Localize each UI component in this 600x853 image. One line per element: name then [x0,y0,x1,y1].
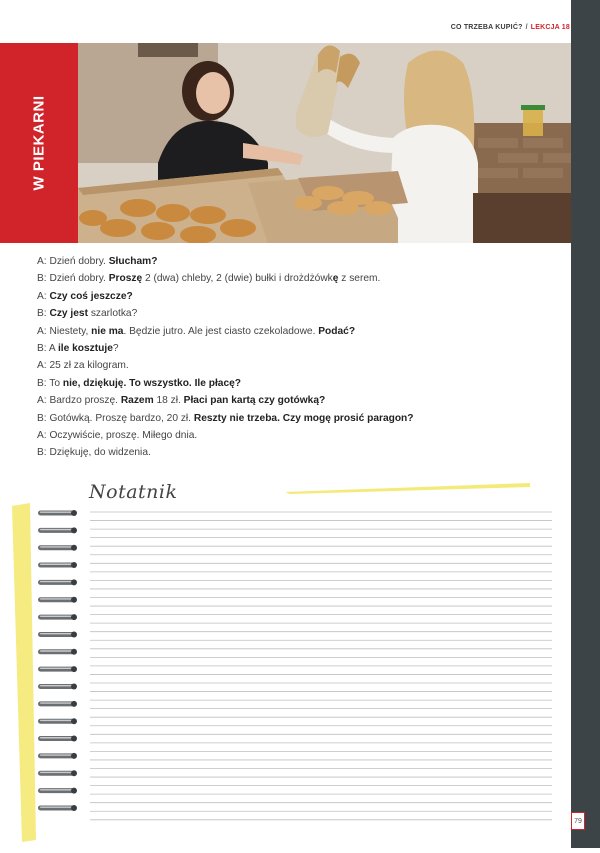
spiral-ring-icon [38,545,77,551]
dialog-phrase-bold: Czy jest [49,308,88,320]
dialog-phrase-bold: nie ma [91,325,124,337]
spiral-ring-icon [38,579,77,585]
spiral-ring-icon [38,701,77,707]
dialog-text: A: Niestety, [37,325,92,337]
dialog-text: A: 25 zł za kilogram. [37,360,129,372]
dialog-phrase-bold: Razem [120,395,154,407]
spiral-ring-icon [38,736,77,742]
dialog-phrase-bold: ę [332,273,339,285]
header-section: CO TRZEBA KUPIĆ? [450,24,523,31]
dialog-phrase-bold: Słucham? [108,256,158,267]
dialog-phrase-bold: nie, dziękuję. To wszystko. Ile płacę? [62,377,242,389]
dialog-text: B: To [37,377,63,389]
dialog-text: . Będzie jutro. Ale jest ciasto czekoladowe. [123,325,319,337]
spiral-ring-icon [38,649,77,655]
dialog-text: z serem. [338,273,381,285]
page-number: 79 [571,812,585,830]
spiral-ring-icon [38,562,77,568]
dialog-text: A: [37,290,50,302]
dialog-phrase-bold: Reszty nie trzeba. Czy mogę prosić paragon? [193,412,414,424]
spiral-ring-icon [38,631,77,637]
spiral-ring-icon [38,510,77,516]
banner-title: W PIEKARNI [30,95,48,191]
header-lesson: LEKCJA 18 [530,24,570,31]
spiral-ring-icon [38,597,77,603]
spiral-ring-icon [38,788,77,794]
spiral-ring-icon [38,614,77,620]
spiral-ring-icon [38,527,77,533]
margin-highlight-stroke [12,503,36,842]
header-separator: / [525,24,528,31]
dialog-phrase-bold: ile kosztuje [57,343,113,355]
spiral-ring-icon [38,805,77,811]
dialog-text: B: A [37,343,58,355]
title-highlight-stroke [285,483,530,494]
dialog-text: 18 zł. [153,395,184,407]
dialog-text: B: [37,308,50,320]
spiral-ring-icon [38,666,77,672]
dialog-text: ? [112,343,119,355]
dialog-text: A: Oczywiście, proszę. Miłego dnia. [37,430,198,442]
dialog-phrase-bold: Płaci pan kartą czy gotówką? [183,395,326,407]
spiral-ring-icon [38,753,77,759]
dialog-text: 2 (dwa) chleby, 2 (dwie) bułki i drożdżówk [142,273,333,285]
dialog-text: szarlotka? [87,308,138,320]
dialog-text: A: Dzień dobry. [37,256,109,267]
spiral-ring-icon [38,718,77,724]
dialog-phrase-bold: Czy coś jeszcze? [49,290,133,302]
dialog-text: A: Bardzo proszę. [37,395,121,407]
dialog-phrase-bold: Podać? [318,325,356,337]
dialog-text: B: Dzień dobry. [37,273,109,285]
spiral-ring-icon [38,770,77,776]
spiral-ring-icon [38,684,77,690]
notebook-title: Notatnik [89,481,178,503]
dialog-text: B: Dziękuję, do widzenia. [37,447,151,459]
dialog-phrase-bold: Proszę [108,273,143,285]
dialog-text: B: Gotówką. Proszę bardzo, 20 zł. [37,412,194,424]
